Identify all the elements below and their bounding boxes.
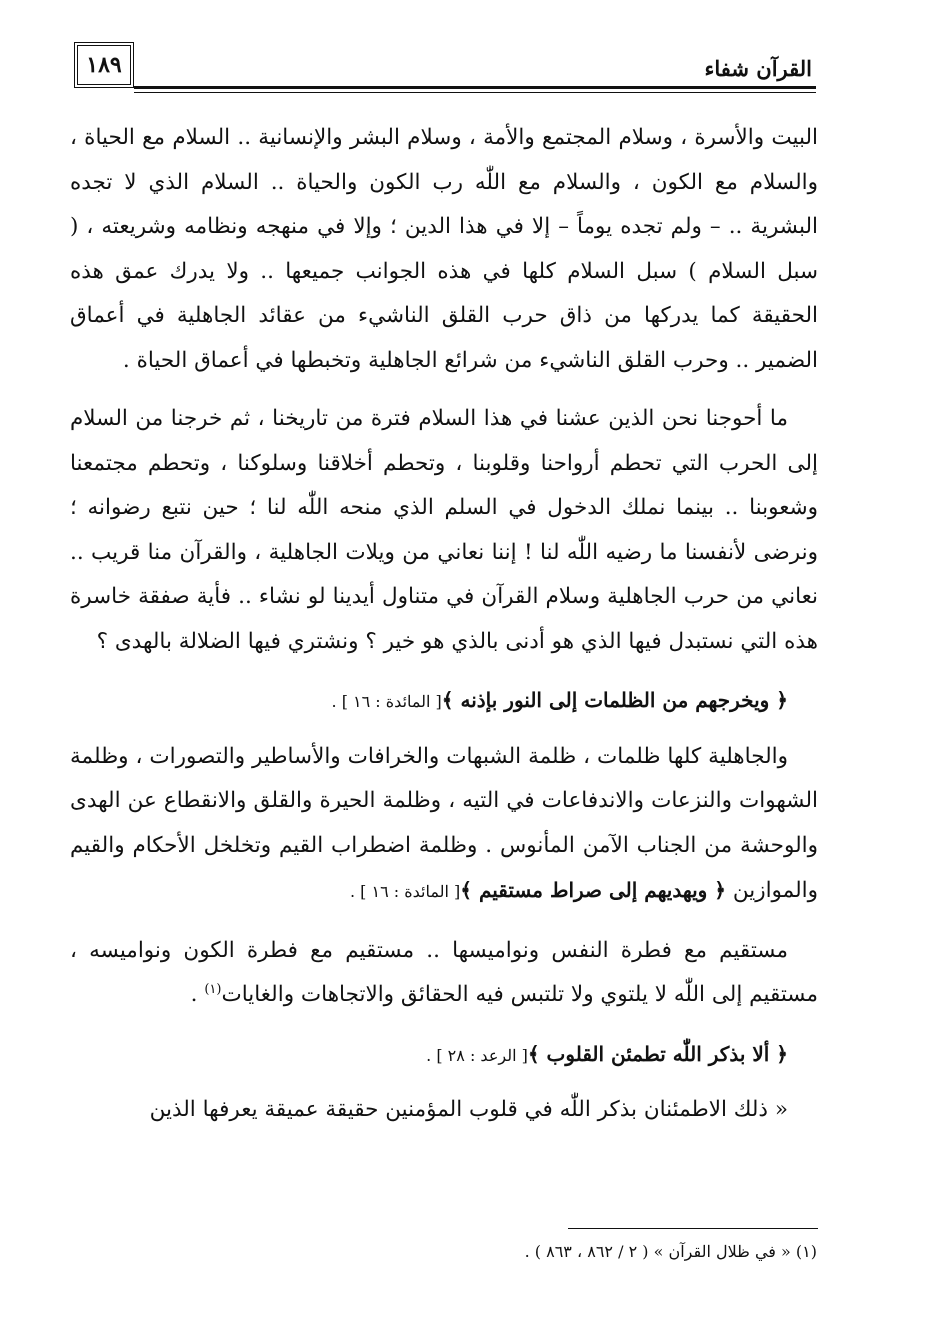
- verse-text: ألا بذكر اللّٰه تطمئن القلوب: [546, 1041, 770, 1066]
- verse-quote-3: [70, 1032, 818, 1079]
- verse-close-bracket: ﴾: [527, 1041, 540, 1066]
- paragraph-4: [70, 929, 818, 1018]
- footnote: (١) « في ظلال القرآن » ( ٢ / ٨٦٢ ، ٨٦٣ ) .: [524, 1242, 817, 1261]
- verse-text: ويخرجهم من الظلمات إلى النور بإذنه: [460, 688, 770, 712]
- paragraph-2: ما أحوجنا نحن الذين عشنا في هذا السلام فترة من تاريخنا ، ثم خرجنا من السلام إلى الحرب التي تحطم أرواحنا وقلوبنا ، وتحطم أخلاقنا وسلوكنا ، وتحطم مجتمعنا وشعوبنا .. بينما نملك الدخول في السلم الذي منحه اللّٰه لنا ؛ حين نتبع رضوانه ؛ ونرضى لأنفسنا ما رضيه اللّٰه لنا ! إننا نعاني من ويلات الجاهلية ، والقرآن منا قريب .. نعاني من حرب الجاهلية وسلام القرآن في متناول أيدينا لو نشاء .. فأية صفقة خاسرة هذه التي نستبدل فيها الذي هو أدنى بالذي هو خير ؟ ونشتري فيها الضلالة بالهدى ؟: [70, 406, 818, 654]
- paragraph-3: [70, 735, 818, 915]
- body-text: [70, 116, 818, 1147]
- verse-open-bracket: ﴿: [776, 1041, 788, 1066]
- verse-quote-1: [70, 678, 818, 725]
- verse-close-bracket: ﴾: [460, 878, 472, 902]
- running-title: القرآن شفاء: [704, 56, 812, 81]
- verse-text: ويهديهم إلى صراط مستقيم: [478, 878, 708, 902]
- paragraph-3-text: والجاهلية كلها ظلمات ، ظلمة الشبهات والخرافات والأساطير والتصورات ، وظلمة الشهوات والنزعات والاندفاعات في التيه ، وظلمة الحيرة والقلق والانقطاع عن الهدى والوحشة من الجناب الآمن المأنوس . وظلمة اضطراب القيم وتخلخل الأحكام والقيم والموازين: [70, 743, 818, 903]
- verse-reference: [ المائدة : ١٦ ] .: [349, 882, 461, 901]
- paragraph-5: « ذلك الاطمئنان بذكر اللّٰه في قلوب المؤمنين حقيقة عميقة يعرفها الذين: [149, 1097, 788, 1122]
- footnote-separator: [568, 1228, 818, 1229]
- verse-open-bracket: ﴿: [776, 688, 788, 712]
- page-header: [74, 42, 816, 94]
- footnote-marker: (١): [204, 981, 222, 997]
- verse-reference: [ الرعد : ٢٨ ] .: [426, 1045, 528, 1065]
- header-rule-thin: [134, 92, 816, 93]
- page-number: ١٨٩: [74, 42, 134, 88]
- verse-reference: [ المائدة : ١٦ ] .: [331, 692, 442, 711]
- verse-close-bracket: ﴾: [441, 688, 454, 712]
- paragraph-4-text: مستقيم مع فطرة النفس ونواميسها .. مستقيم مع فطرة الكون ونواميسه ، مستقيم إلى اللّٰه لا يلتوي ولا تلتبس فيه الحقائق والاتجاهات والغايات: [70, 937, 818, 1007]
- inline-verse: [460, 878, 726, 902]
- paragraph-4-end: .: [190, 982, 205, 1007]
- header-rule: [134, 86, 816, 89]
- paragraph-1: البيت والأسرة ، وسلام المجتمع والأمة ، وسلام البشر والإنسانية .. السلام مع الحياة ، والسلام مع الكون ، والسلام مع اللّٰه رب الكون والحياة .. السلام الذي لا تجده البشرية .. – ولم تجده يوماً – إلا في هذا الدين ؛ وإلا في منهجه ونظامه وشريعته ، ( سبل السلام ) سبل السلام كلها في هذه الجوانب جميعها .. ولا يدرك عمق هذه الحقيقة كما يدركها من ذاق حرب القلق الناشيء من عقائد الجاهلية في أعماق الضمير .. وحرب القلق الناشيء من شرائع الجاهلية وتخبطها في أعماق الحياة .: [70, 125, 818, 373]
- verse-open-bracket: ﴿: [714, 878, 726, 902]
